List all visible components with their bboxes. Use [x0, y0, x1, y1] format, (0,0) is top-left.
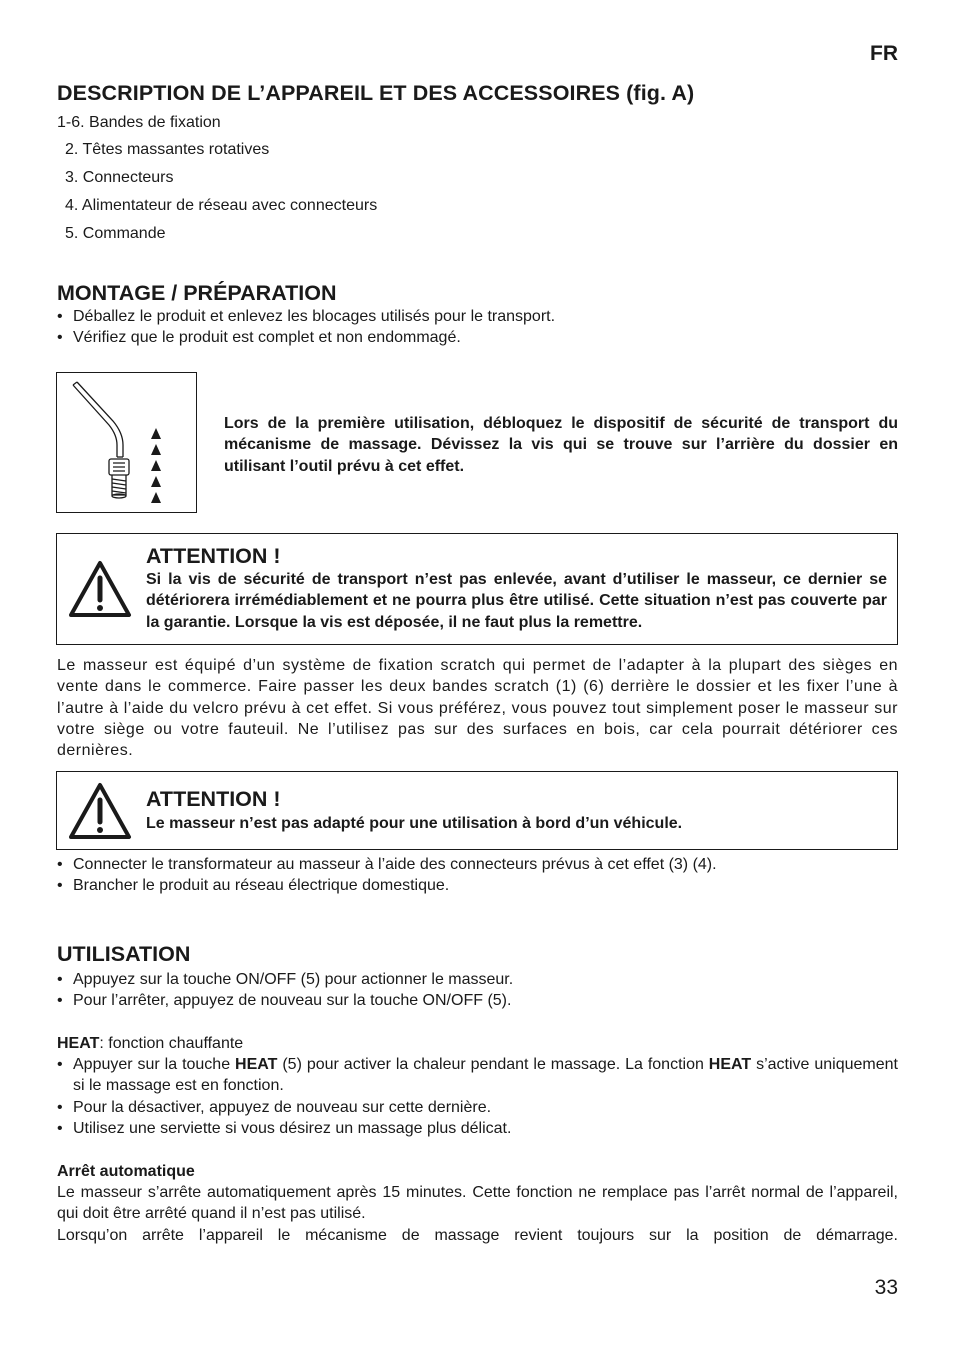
list-item: 3. Connecteurs: [65, 169, 174, 186]
auto-stop-title: Arrêt automatique: [57, 1163, 195, 1180]
tool-figure: [56, 372, 197, 513]
list-item: • Vérifiez que le produit est complet et non endommagé.: [57, 327, 898, 348]
warning-triangle-icon: [67, 781, 133, 841]
language-code: FR: [870, 42, 898, 65]
list-item: • Brancher le produit au réseau électrique domestique.: [57, 875, 898, 896]
list-item: • Déballez le produit et enlevez les blocages utilisés pour le transport.: [57, 306, 898, 327]
list-item: • Pour la désactiver, appuyez de nouveau sur cette dernière.: [57, 1097, 898, 1118]
warning-title: ATTENTION !: [146, 544, 281, 568]
tool-notice: Lors de la première utilisation, débloquez le dispositif de sécurité de transport du mécanisme de massage. Dévissez la vis qui se trouve sur l’arrière du dossier en utilisant l’outil prévu à cet effet.: [224, 415, 898, 475]
warning-text: Si la vis de sécurité de transport n’est pas enlevée, avant d’utiliser le masseur, ce dernier se détériorera irrémédiablement et ne pourra plus être utilisé. Cette situation n’est pas couverte par la garantie. Lorsque la vis est déposée, il ne faut plus la remettre.: [146, 571, 887, 631]
list-item: 5. Commande: [65, 225, 166, 242]
auto-stop-paragraph: Lorsqu’on arrête l’appareil le mécanisme de massage revient toujours sur la position de démarrage.: [57, 1227, 898, 1244]
montage-title: MONTAGE / PRÉPARATION: [57, 281, 337, 305]
connection-bullets: [57, 854, 898, 897]
list-item: 2. Têtes massantes rotatives: [65, 141, 270, 158]
utilisation-bullets: [57, 969, 898, 1012]
list-item: • Pour l’arrêter, appuyez de nouveau sur la touche ON/OFF (5).: [57, 990, 898, 1011]
list-item: • Utilisez une serviette si vous désirez un massage plus délicat.: [57, 1118, 898, 1139]
list-item: • Appuyez sur la touche ON/OFF (5) pour actionner le masseur.: [57, 969, 898, 990]
fixation-paragraph: Le masseur est équipé d’un système de fixation scratch qui permet de l’adapter à la plupart des sièges en vente dans le commerce. Faire passer les deux bandes scratch (1) (6) derrière le dossier et les fixer l’une à l’autre à l’aide du velcro prévu à cet effet. Si vous préférez, vous pouvez tout simplement poser le masseur sur votre siège ou votre fauteuil. Ne l’utilisez pas sur des surfaces en bois, car cela pourrait détériorer ces dernières.: [57, 657, 898, 760]
warning-box: [56, 771, 898, 850]
warning-box: [56, 533, 898, 645]
heat-bullets: [57, 1054, 898, 1139]
allen-key-screw-icon: [57, 373, 196, 512]
montage-bullets: [57, 306, 898, 349]
warning-text: Le masseur n’est pas adapté pour une utilisation à bord d’un véhicule.: [146, 815, 683, 832]
list-item: 1-6. Bandes de fixation: [57, 114, 221, 131]
auto-stop-paragraph: Le masseur s’arrête automatiquement après 15 minutes. Cette fonction ne remplace pas l’arrêt normal de l’appareil, qui doit être arrêté quand il n’est pas utilisé.: [57, 1184, 898, 1223]
list-item: • Connecter le transformateur au masseur à l’aide des connecteurs prévus à cet effet (3) (4).: [57, 854, 898, 875]
description-title: DESCRIPTION DE L’APPAREIL ET DES ACCESSOIRES (fig. A): [57, 81, 695, 105]
list-item: • Appuyer sur la touche HEAT (5) pour activer la chaleur pendant le massage. La fonction HEAT s’active uniquement si le massage est en fonction.: [57, 1054, 898, 1097]
warning-triangle-icon: [67, 559, 133, 619]
heat-label: HEAT: [57, 1035, 100, 1052]
heat-description: : fonction chauffante: [99, 1035, 244, 1052]
warning-title: ATTENTION !: [146, 787, 281, 811]
page-number: 33: [874, 1276, 898, 1299]
utilisation-title: UTILISATION: [57, 942, 191, 966]
heat-label-line: [57, 1033, 243, 1054]
list-item: 4. Alimentateur de réseau avec connecteurs: [65, 197, 378, 214]
